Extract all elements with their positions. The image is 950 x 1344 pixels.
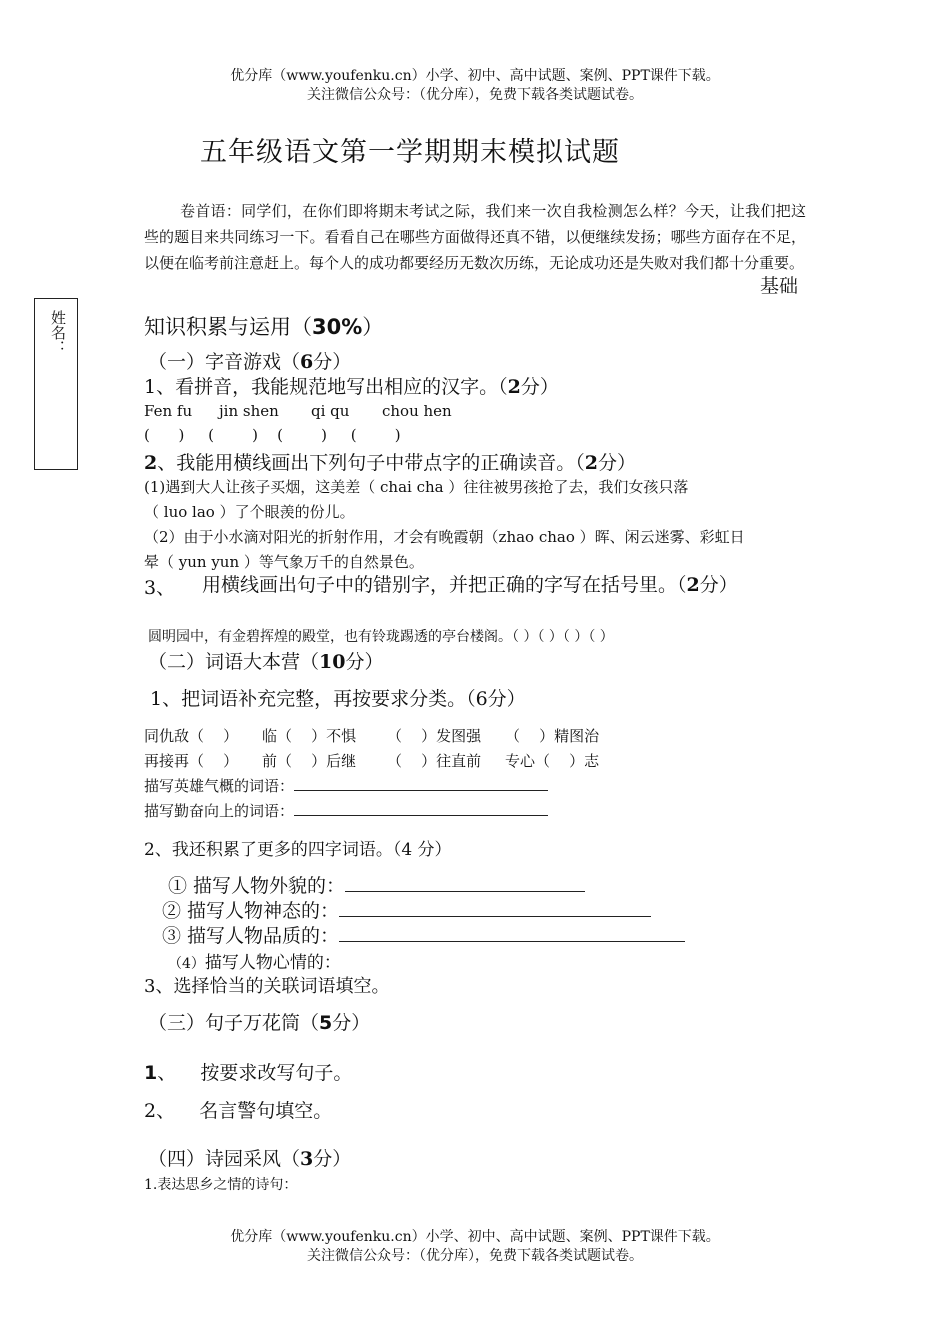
question-3-suffix: 分） [699, 574, 738, 596]
question-7-num: 1 [144, 1062, 158, 1084]
page-title: 五年级语文第一学期期末模拟试题 [200, 137, 620, 168]
word-2[interactable]: 临（ ）不惧 [262, 727, 357, 745]
pinyin-answer-brackets[interactable]: ( ) ( ) ( ) ( ) [144, 426, 401, 444]
q5-item-4-prefix: （4） [168, 956, 205, 972]
question-3-score: 2 [686, 574, 700, 596]
section-1-score: 6 [300, 351, 314, 373]
q5-item-1-blank[interactable] [345, 873, 585, 892]
q5-item-4 [168, 948, 341, 973]
question-2-text: 、我能用横线画出下列句子中带点字的正确读音。（ [157, 452, 585, 474]
q5-item-3-label: ③ 描写人物品质的： [162, 925, 340, 947]
question-2-score: 2 [584, 452, 598, 474]
classify-heroic [144, 775, 548, 796]
question-1-suffix: 分） [520, 376, 559, 398]
header-line-1: 优分库（www.youfenku.cn）小学、初中、高中试题、案例、PPT课件下载。 [230, 68, 720, 84]
section-3-heading [148, 1008, 370, 1035]
pinyin-3: qi qu [311, 402, 350, 420]
question-1 [144, 372, 559, 399]
word-7[interactable]: （ ）往直前 [387, 752, 482, 770]
part-title-a: 基础 [760, 275, 799, 297]
classify-heroic-label: 描写英雄气概的词语： [144, 777, 295, 795]
pinyin-4: chou hen [382, 402, 452, 420]
section-1-suffix: 分） [313, 351, 352, 373]
classify-diligent-label: 描写勤奋向上的词语： [144, 802, 295, 820]
section-2-suffix: 分） [345, 651, 384, 673]
classify-heroic-blank[interactable] [294, 776, 548, 791]
section-1-prefix: （一）字音游戏（ [148, 351, 301, 373]
q2-sentence-2a: （2）由于小水滴对阳光的折射作用，才会有晚霞朝（zhao chao ）晖、闲云迷雾、彩虹日 [144, 528, 745, 546]
question-3-text: 用横线画出句子中的错别字，并把正确的字写在括号里。（ [202, 574, 687, 596]
part-title-score: 30% [312, 315, 363, 339]
question-7 [144, 1058, 352, 1085]
word-4[interactable]: （ ）精图治 [505, 727, 600, 745]
question-5: 2、我还积累了更多的四字词语。（4 分） [144, 840, 452, 860]
name-label: 姓名： [49, 310, 67, 355]
header-line-2: 关注微信公众号：（优分库），免费下载各类试题试卷。 [307, 87, 643, 103]
question-8: 2、 名言警句填空。 [144, 1100, 333, 1122]
question-9: 1.表达思乡之情的诗句： [144, 1177, 298, 1193]
section-3-prefix: （三）句子万花筒（ [148, 1012, 320, 1034]
part-title [144, 311, 383, 341]
q2-sentence-1a: (1)遇到大人让孩子买烟，这美差（ chai cha ）往往被男孩抢了去，我们女孩只落 [144, 478, 689, 496]
section-4-prefix: （四）诗园采风（ [148, 1148, 301, 1170]
section-2-prefix: （二）词语大本营（ [148, 651, 320, 673]
q2-sentence-2b: 晕（ yun yun ）等气象万千的自然景色。 [144, 553, 424, 571]
footer-line-1: 优分库（www.youfenku.cn）小学、初中、高中试题、案例、PPT课件下载。 [230, 1229, 720, 1245]
question-2 [144, 448, 636, 475]
section-1-heading [148, 347, 351, 374]
pinyin-1: Fen fu [144, 402, 193, 420]
part-title-prefix: 知识积累与运用（ [144, 315, 312, 339]
word-5[interactable]: 再接再（ ） [144, 752, 239, 770]
pinyin-2: jin shen [219, 402, 279, 420]
question-7-text: 、 按要求改写句子。 [157, 1062, 353, 1084]
part-title-suffix: ） [362, 315, 384, 339]
q5-item-2-blank[interactable] [339, 898, 651, 917]
question-3 [202, 573, 808, 597]
section-3-suffix: 分） [332, 1012, 371, 1034]
q5-item-2 [162, 896, 651, 923]
question-2-num: 2 [144, 452, 158, 474]
question-1-score: 2 [507, 376, 521, 398]
q5-item-2-label: ② 描写人物神态的： [162, 900, 340, 922]
q5-item-1-label: ① 描写人物外貌的： [168, 875, 346, 897]
q3-sentence: 圆明园中，有金碧挥煌的殿堂，也有铃珑踢透的亭台楼阁。（ ）（ ）（ ）（ ） [148, 629, 614, 645]
q5-item-4-text: 描写人物心情的： [204, 953, 341, 973]
footer-line-2: 关注微信公众号：（优分库），免费下载各类试题试卷。 [307, 1248, 643, 1264]
classify-diligent [144, 800, 548, 821]
q2-sentence-1b: （ luo lao ）了个眼羡的份儿。 [144, 503, 355, 521]
word-3[interactable]: （ ）发图强 [387, 727, 482, 745]
section-3-score: 5 [319, 1012, 333, 1034]
section-4-suffix: 分） [313, 1148, 352, 1170]
intro-paragraph: 卷首语：同学们，在你们即将期末考试之际，我们来一次自我检测怎么样？今天，让我们把这些的题目来共同练习一下。看看自己在哪些方面做得还真不错，以便继续发扬；哪些方面存在不足，以便在临考前注意赶上。每个人的成功都要经历无数次历练，无论成功还是失败对我们都十分重要。 [144, 202, 806, 272]
q5-item-1 [168, 871, 585, 898]
section-4-score: 3 [300, 1148, 314, 1170]
word-1[interactable]: 同仇敌（ ） [144, 727, 239, 745]
classify-diligent-blank[interactable] [294, 801, 548, 816]
question-2-suffix: 分） [597, 452, 636, 474]
word-6[interactable]: 前（ ）后继 [262, 752, 357, 770]
section-2-heading [148, 647, 383, 674]
question-1-text: 1、看拼音，我能规范地写出相应的汉字。（ [144, 376, 508, 398]
question-6: 3、选择恰当的关联词语填空。 [144, 976, 390, 997]
question-4: 1、把词语补充完整，再按要求分类。（6分） [150, 688, 526, 710]
question-3-num: 3、 [144, 577, 176, 599]
section-4-heading [148, 1144, 351, 1171]
section-2-score: 10 [319, 651, 346, 673]
q5-item-3 [162, 921, 685, 948]
q5-item-3-blank[interactable] [339, 923, 685, 942]
word-8[interactable]: 专心（ ）志 [505, 752, 600, 770]
